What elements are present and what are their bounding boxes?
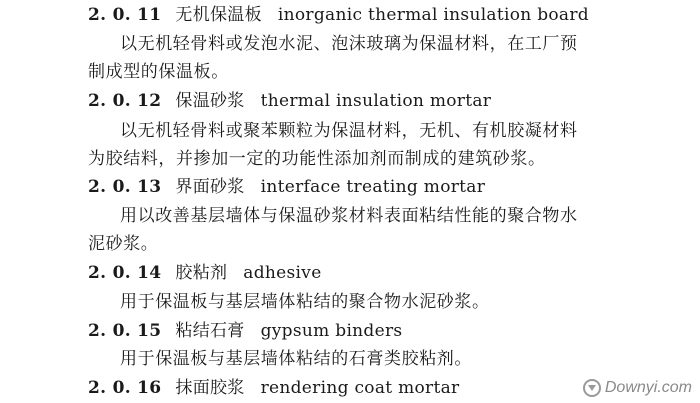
term-number: 2. 0. 15 bbox=[88, 321, 162, 341]
term-english: adhesive bbox=[243, 263, 322, 283]
term-chinese: 抹面胶浆 bbox=[175, 378, 245, 398]
definition-line: 用于保温板与基层墙体粘结的石膏类胶粘剂。 bbox=[120, 349, 472, 369]
term-number: 2. 0. 16 bbox=[88, 378, 162, 398]
term-chinese: 保温砂浆 bbox=[175, 91, 245, 111]
term-heading bbox=[88, 90, 491, 112]
term-english: gypsum binders bbox=[260, 321, 403, 341]
term-heading bbox=[88, 320, 402, 342]
term-heading bbox=[88, 176, 485, 198]
definition-line: 泥砂浆。 bbox=[88, 234, 159, 254]
term-number: 2. 0. 13 bbox=[88, 177, 162, 197]
definition-line: 为胶结料，并掺加一定的功能性添加剂而制成的建筑砂浆。 bbox=[88, 149, 546, 169]
term-heading bbox=[88, 4, 589, 26]
definition-line: 制成型的保温板。 bbox=[88, 62, 229, 82]
watermark-text: Downyi.com bbox=[604, 379, 692, 396]
term-number: 2. 0. 12 bbox=[88, 91, 162, 111]
term-number: 2. 0. 11 bbox=[88, 5, 162, 25]
term-chinese: 无机保温板 bbox=[175, 5, 262, 25]
watermark bbox=[583, 379, 692, 397]
term-chinese: 胶粘剂 bbox=[175, 263, 228, 283]
download-arrow-icon bbox=[583, 379, 601, 397]
definition-line: 用以改善基层墙体与保温砂浆材料表面粘结性能的聚合物水 bbox=[120, 206, 578, 226]
term-english: thermal insulation mortar bbox=[260, 91, 492, 111]
term-number: 2. 0. 14 bbox=[88, 263, 162, 283]
definition-line: 以无机轻骨料或发泡水泥、泡沫玻璃为保温材料，在工厂预 bbox=[120, 34, 578, 54]
term-heading bbox=[88, 262, 322, 284]
term-heading bbox=[88, 377, 459, 399]
term-english: interface treating mortar bbox=[260, 177, 486, 197]
term-chinese: 界面砂浆 bbox=[175, 177, 245, 197]
term-english: inorganic thermal insulation board bbox=[277, 5, 589, 25]
term-english: rendering coat mortar bbox=[260, 378, 460, 398]
term-chinese: 粘结石膏 bbox=[175, 321, 245, 341]
definition-line: 以无机轻骨料或聚苯颗粒为保温材料，无机、有机胶凝材料 bbox=[120, 121, 578, 141]
definition-line: 用于保温板与基层墙体粘结的聚合物水泥砂浆。 bbox=[120, 292, 490, 312]
